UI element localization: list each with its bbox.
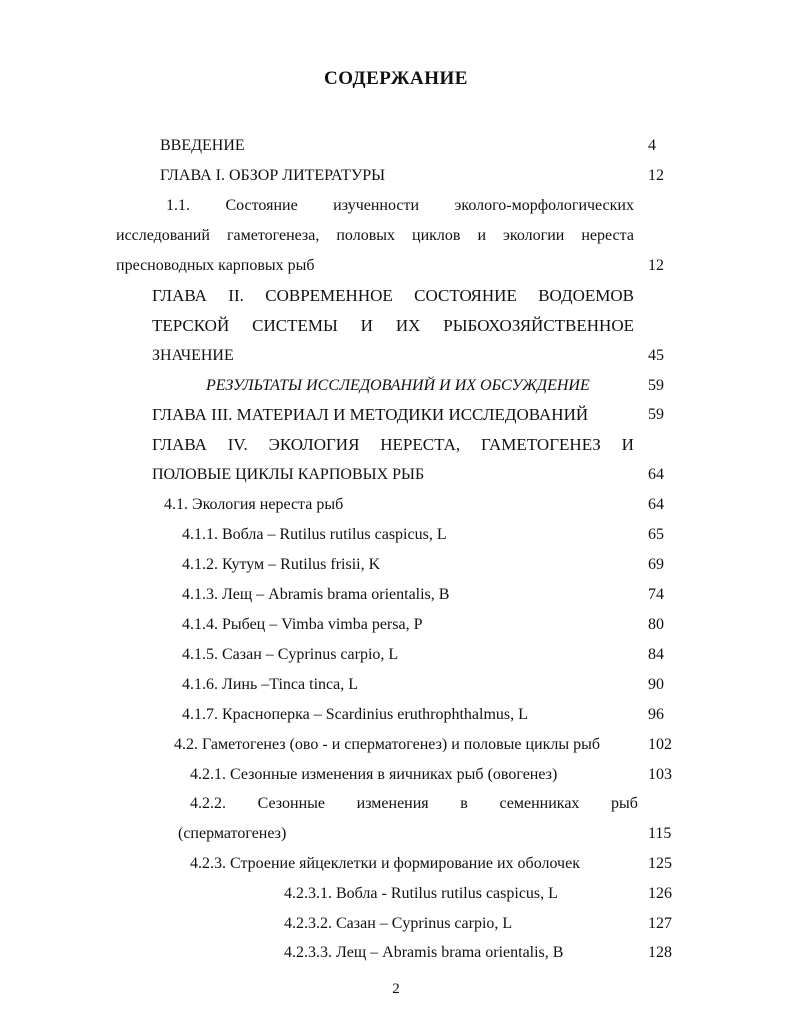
toc-page-ch4: 64 xyxy=(648,466,664,483)
toc-page-s421: 103 xyxy=(648,766,672,783)
toc-page-s4231: 126 xyxy=(648,885,672,902)
toc-page-s423: 125 xyxy=(648,855,672,872)
toc-entry-s417: 4.1.7. Красноперка – Scardinius eruthrophthalmus, L xyxy=(182,706,528,723)
toc-entry-s421: 4.2.1. Сезонные изменения в яичниках рыб (овогенез) xyxy=(190,766,558,783)
toc-entry-s41: 4.1. Экология нереста рыб xyxy=(164,496,344,513)
toc-entry-s412: 4.1.2. Кутум – Rutilus frisii, K xyxy=(182,556,381,573)
toc-entry-s414: 4.1.4. Рыбец – Vimba vimba persa, P xyxy=(182,616,423,633)
toc-entry-ch4-line2: ПОЛОВЫЕ ЦИКЛЫ КАРПОВЫХ РЫБ xyxy=(152,466,425,483)
toc-entry-s4231: 4.2.3.1. Вобла - Rutilus rutilus caspicus, L xyxy=(284,885,558,902)
toc-page-s422: 115 xyxy=(648,825,672,842)
toc-entry-s11-line1: 1.1. Состояние изученности эколого-морфологических xyxy=(166,197,634,214)
toc-entry-s416: 4.1.6. Линь –Tinca tinca, L xyxy=(182,676,358,693)
toc-entry-ch2-line1: ГЛАВА II. СОВРЕМЕННОЕ СОСТОЯНИЕ ВОДОЕМОВ xyxy=(152,286,634,305)
toc-entry-s11-line2: исследований гаметогенеза, половых циклов и экологии нереста xyxy=(116,227,634,244)
toc-page-s413: 74 xyxy=(648,586,664,603)
toc-page-intro: 4 xyxy=(648,137,656,154)
toc-entry-results: РЕЗУЛЬТАТЫ ИССЛЕДОВАНИЙ И ИХ ОБСУЖДЕНИЕ xyxy=(206,377,590,394)
toc-page-s4233: 128 xyxy=(648,944,672,961)
page-title: СОДЕРЖАНИЕ xyxy=(324,68,468,89)
toc-entry-ch4-line1: ГЛАВА IV. ЭКОЛОГИЯ НЕРЕСТА, ГАМЕТОГЕНЕЗ И xyxy=(152,435,634,454)
toc-entry-ch1: ГЛАВА I. ОБЗОР ЛИТЕРАТУРЫ xyxy=(160,167,386,184)
toc-entry-s4232: 4.2.3.2. Сазан – Cyprinus carpio, L xyxy=(284,915,513,932)
toc-page-s411: 65 xyxy=(648,526,664,543)
toc-page-ch2: 45 xyxy=(648,347,664,364)
toc-entry-s422-line2: (сперматогенез) xyxy=(178,825,287,842)
toc-entry-s413: 4.1.3. Лещ – Abramis brama orientalis, B xyxy=(182,586,450,603)
toc-page-s42: 102 xyxy=(648,736,672,753)
toc-entry-intro: ВВЕДЕНИЕ xyxy=(160,137,245,154)
toc-entry-ch2-line2: ТЕРСКОЙ СИСТЕМЫ И ИХ РЫБОХОЗЯЙСТВЕННОЕ xyxy=(152,316,634,335)
toc-page-s417: 96 xyxy=(648,706,664,723)
toc-page-s414: 80 xyxy=(648,616,664,633)
toc-entry-s422-line1: 4.2.2. Сезонные изменения в семенниках рыб xyxy=(190,795,638,812)
page-number: 2 xyxy=(392,981,400,997)
toc-entry-ch3: ГЛАВА III. МАТЕРИАЛ И МЕТОДИКИ ИССЛЕДОВАНИЙ xyxy=(152,405,589,424)
toc-page-results: 59 xyxy=(648,377,664,394)
toc-page-s415: 84 xyxy=(648,646,664,663)
toc-entry-s415: 4.1.5. Сазан – Cyprinus carpio, L xyxy=(182,646,399,663)
toc-page-s412: 69 xyxy=(648,556,664,573)
toc-page-s11: 12 xyxy=(648,257,664,274)
toc-page-s416: 90 xyxy=(648,676,664,693)
toc-page-s41: 64 xyxy=(648,496,664,513)
toc-entry-s423: 4.2.3. Строение яйцеклетки и формирование их оболочек xyxy=(190,855,580,872)
toc-entry-s11-line3: пресноводных карповых рыб xyxy=(116,257,315,274)
toc-entry-s4233: 4.2.3.3. Лещ – Abramis brama orientalis, B xyxy=(284,944,564,961)
toc-page-s4232: 127 xyxy=(648,915,672,932)
toc-page-ch3: 59 xyxy=(648,406,664,423)
toc-entry-s411: 4.1.1. Вобла – Rutilus rutilus caspicus, L xyxy=(182,526,447,543)
toc-page-ch1: 12 xyxy=(648,167,664,184)
toc-entry-s42: 4.2. Гаметогенез (ово - и сперматогенез) и половые циклы рыб xyxy=(174,736,601,753)
toc-entry-ch2-line3: ЗНАЧЕНИЕ xyxy=(152,347,234,364)
